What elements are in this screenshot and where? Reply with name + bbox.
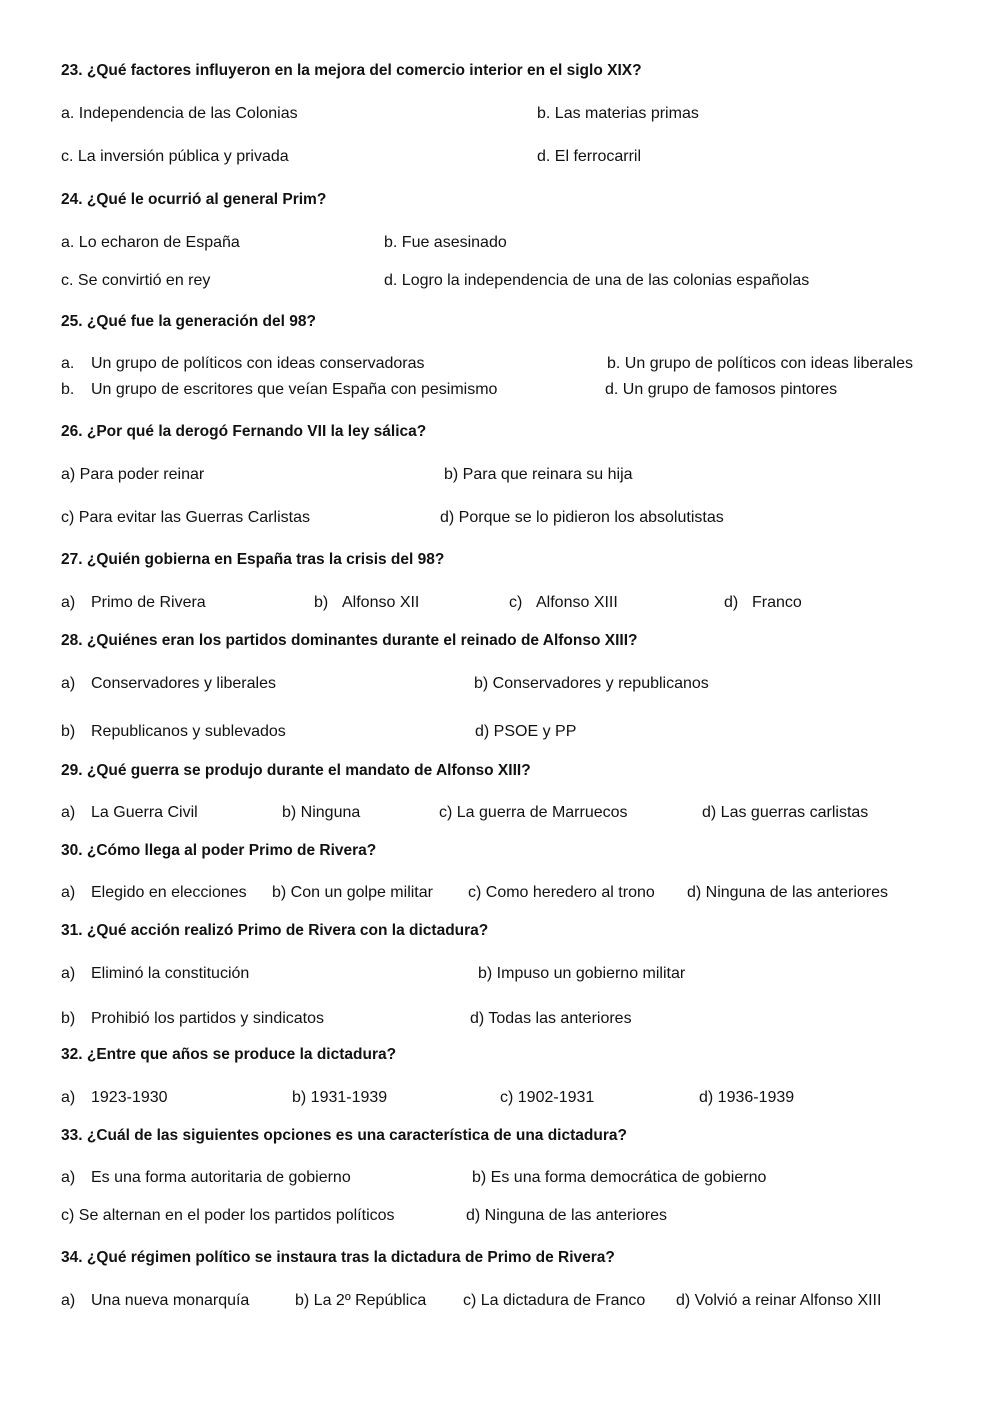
option-marker: b): [314, 594, 329, 611]
option-marker: a): [61, 965, 76, 982]
option-32d: d) 1936-1939: [699, 1089, 795, 1106]
option-text: Franco: [752, 594, 802, 611]
option-30b: b) Con un golpe militar: [272, 884, 433, 901]
question-29: 29. ¿Qué guerra se produjo durante el mandato de Alfonso XIII?: [61, 762, 531, 779]
question-26: 26. ¿Por qué la derogó Fernando VII la ley sálica?: [61, 423, 427, 440]
question-33: 33. ¿Cuál de las siguientes opciones es una característica de una dictadura?: [61, 1127, 627, 1144]
option-34a: [61, 1292, 249, 1310]
question-27: 27. ¿Quién gobierna en España tras la crisis del 98?: [61, 551, 445, 568]
option-text: Una nueva monarquía: [91, 1292, 250, 1309]
option-32a: [61, 1089, 168, 1107]
option-23c: c. La inversión pública y privada: [61, 148, 289, 165]
option-marker: c): [509, 594, 523, 611]
option-marker: a): [61, 804, 76, 821]
option-text: 1923-1930: [91, 1089, 168, 1106]
option-26b: b) Para que reinara su hija: [444, 466, 633, 483]
option-30c: c) Como heredero al trono: [468, 884, 655, 901]
option-31b-second: [61, 1010, 324, 1028]
option-34c: c) La dictadura de Franco: [463, 1292, 646, 1309]
option-29c: c) La guerra de Marruecos: [439, 804, 628, 821]
option-33d: d) Ninguna de las anteriores: [466, 1207, 668, 1224]
option-31a: [61, 965, 249, 983]
option-23d: d. El ferrocarril: [537, 148, 642, 165]
option-27a: [61, 594, 206, 612]
option-26a: a) Para poder reinar: [61, 466, 205, 483]
option-marker: b): [61, 1010, 76, 1027]
option-25d: d. Un grupo de famosos pintores: [605, 381, 838, 398]
option-marker: d): [724, 594, 739, 611]
option-marker: a): [61, 1292, 76, 1309]
option-28a: [61, 675, 276, 693]
option-25b: b. Un grupo de políticos con ideas liberales: [607, 355, 913, 372]
option-text: Un grupo de políticos con ideas conservadoras: [91, 355, 425, 372]
option-27b: [314, 594, 419, 612]
question-24: 24. ¿Qué le ocurrió al general Prim?: [61, 191, 327, 208]
option-23a: a. Independencia de las Colonias: [61, 105, 298, 122]
question-25: 25. ¿Qué fue la generación del 98?: [61, 313, 316, 330]
option-33a: [61, 1169, 351, 1187]
option-text: Primo de Rivera: [91, 594, 206, 611]
option-text: Elegido en elecciones: [91, 884, 247, 901]
option-text: Alfonso XII: [342, 594, 420, 611]
option-text: Alfonso XIII: [536, 594, 618, 611]
option-34b: b) La 2º República: [295, 1292, 427, 1309]
question-32: 32. ¿Entre que años se produce la dictadura?: [61, 1046, 397, 1063]
option-marker: a): [61, 1169, 76, 1186]
option-marker: a): [61, 1089, 76, 1106]
option-24c: c. Se convirtió en rey: [61, 272, 211, 289]
option-text: Un grupo de escritores que veían España con pesimismo: [91, 381, 498, 398]
option-23b: b. Las materias primas: [537, 105, 699, 122]
option-text: Es una forma autoritaria de gobierno: [91, 1169, 351, 1186]
option-29d: d) Las guerras carlistas: [702, 804, 869, 821]
question-28: 28. ¿Quiénes eran los partidos dominantes durante el reinado de Alfonso XIII?: [61, 632, 638, 649]
option-31b: b) Impuso un gobierno militar: [478, 965, 686, 982]
question-30: 30. ¿Cómo llega al poder Primo de Rivera?: [61, 842, 377, 859]
option-29b: b) Ninguna: [282, 804, 361, 821]
option-25a: [61, 355, 425, 373]
option-34d: d) Volvió a reinar Alfonso XIII: [676, 1292, 882, 1309]
option-29a: [61, 804, 198, 822]
option-32b: b) 1931-1939: [292, 1089, 388, 1106]
option-marker: b): [61, 723, 76, 740]
option-33c: c) Se alternan en el poder los partidos políticos: [61, 1207, 395, 1224]
option-28b: b) Conservadores y republicanos: [474, 675, 709, 692]
option-33b: b) Es una forma democrática de gobierno: [472, 1169, 767, 1186]
question-23: 23. ¿Qué factores influyeron en la mejora del comercio interior en el siglo XIX?: [61, 62, 642, 79]
option-30a: [61, 884, 247, 902]
option-26d: d) Porque se lo pidieron los absolutistas: [440, 509, 724, 526]
option-24b: b. Fue asesinado: [384, 234, 507, 251]
option-text: La Guerra Civil: [91, 804, 198, 821]
option-25b-second: [61, 381, 497, 399]
option-24a: a. Lo echaron de España: [61, 234, 240, 251]
option-31d: d) Todas las anteriores: [470, 1010, 632, 1027]
option-marker: a): [61, 594, 76, 611]
option-text: Prohibió los partidos y sindicatos: [91, 1010, 325, 1027]
option-text: Conservadores y liberales: [91, 675, 276, 692]
option-marker: b.: [61, 381, 75, 398]
option-28b-second: [61, 723, 286, 741]
option-26c: c) Para evitar las Guerras Carlistas: [61, 509, 310, 526]
question-31: 31. ¿Qué acción realizó Primo de Rivera con la dictadura?: [61, 922, 489, 939]
option-marker: a.: [61, 355, 75, 372]
option-30d: d) Ninguna de las anteriores: [687, 884, 889, 901]
option-28d: d) PSOE y PP: [475, 723, 577, 740]
option-32c: c) 1902-1931: [500, 1089, 595, 1106]
option-marker: a): [61, 884, 76, 901]
option-27c: [509, 594, 618, 612]
option-text: Eliminó la constitución: [91, 965, 250, 982]
option-text: Republicanos y sublevados: [91, 723, 286, 740]
option-24d: d. Logro la independencia de una de las colonias españolas: [384, 272, 810, 289]
option-marker: a): [61, 675, 76, 692]
question-34: 34. ¿Qué régimen político se instaura tras la dictadura de Primo de Rivera?: [61, 1249, 615, 1266]
option-27d: [724, 594, 802, 612]
